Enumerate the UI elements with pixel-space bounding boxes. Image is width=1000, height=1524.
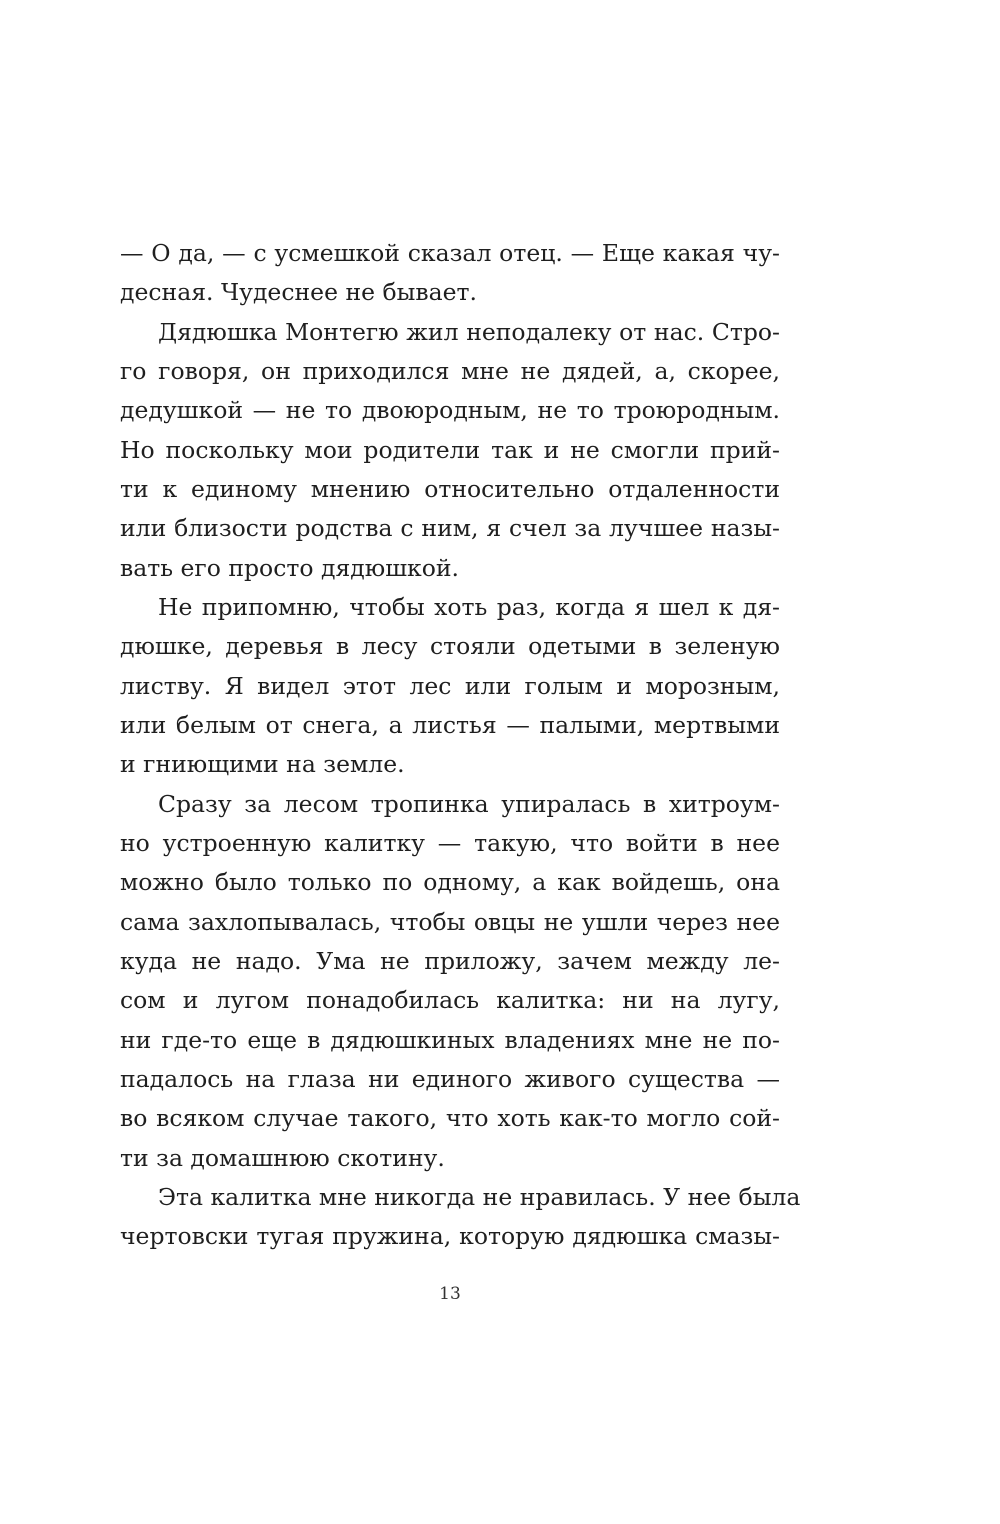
text-line: во всяком случае такого, что хоть как-то могло сой- [120, 1104, 780, 1133]
text-line: куда не надо. Ума не приложу, зачем между ле- [120, 946, 780, 975]
text-line: или белым от снега, а листья — палыми, мертвыми [120, 710, 780, 739]
text-line: го говоря, он приходился мне не дядей, а, скорее, [120, 356, 780, 385]
text-line: падалось на глаза ни единого живого существа — [120, 1064, 780, 1093]
text-line: сама захлопывалась, чтобы овцы не ушли через нее [120, 907, 780, 936]
text-line: и гниющими на земле. [120, 750, 405, 779]
text-line: сом и лугом понадобилась калитка: ни на лугу, [120, 986, 780, 1015]
text-line: — О да, — с усмешкой сказал отец. — Еще какая чу- [120, 239, 780, 267]
text-line: или близости родства с ним, я счел за лучшее назы- [120, 514, 780, 543]
text-line: листву. Я видел этот лес или голым и морозным, [120, 671, 780, 700]
text-line: дюшке, деревья в лесу стояли одетыми в зеленую [120, 632, 780, 661]
text-line: ни где-то еще в дядюшкиных владениях мне не по- [120, 1025, 780, 1054]
text-line: Сразу за лесом тропинка упиралась в хитроум- [158, 789, 780, 818]
text-line: ти за домашнюю скотину. [120, 1143, 445, 1172]
text-line: Не припомню, чтобы хоть раз, когда я шел к дя- [158, 592, 780, 621]
body-text [120, 234, 801, 1257]
text-line: ти к единому мнению относительно отдаленности [120, 474, 780, 503]
text-line: дедушкой — не то двоюродным, не то троюродным. [120, 396, 780, 425]
text-line: Дядюшка Монтегю жил неподалеку от нас. Стро- [158, 317, 780, 346]
text-line: Но поскольку мои родители так и не смогли прий- [120, 435, 780, 464]
text-line: чертовски тугая пружина, которую дядюшка смазы- [120, 1222, 780, 1251]
text-line: десная. Чудеснее не бывает. [120, 278, 477, 307]
text-line: вать его просто дядюшкой. [120, 553, 460, 582]
text-line: можно было только по одному, а как войдешь, она [120, 868, 780, 897]
text-line: но устроенную калитку — такую, что войти в нее [120, 828, 780, 857]
page-number: 13 [439, 1284, 461, 1304]
text-line: Эта калитка мне никогда не нравилась. У нее была [158, 1182, 801, 1211]
